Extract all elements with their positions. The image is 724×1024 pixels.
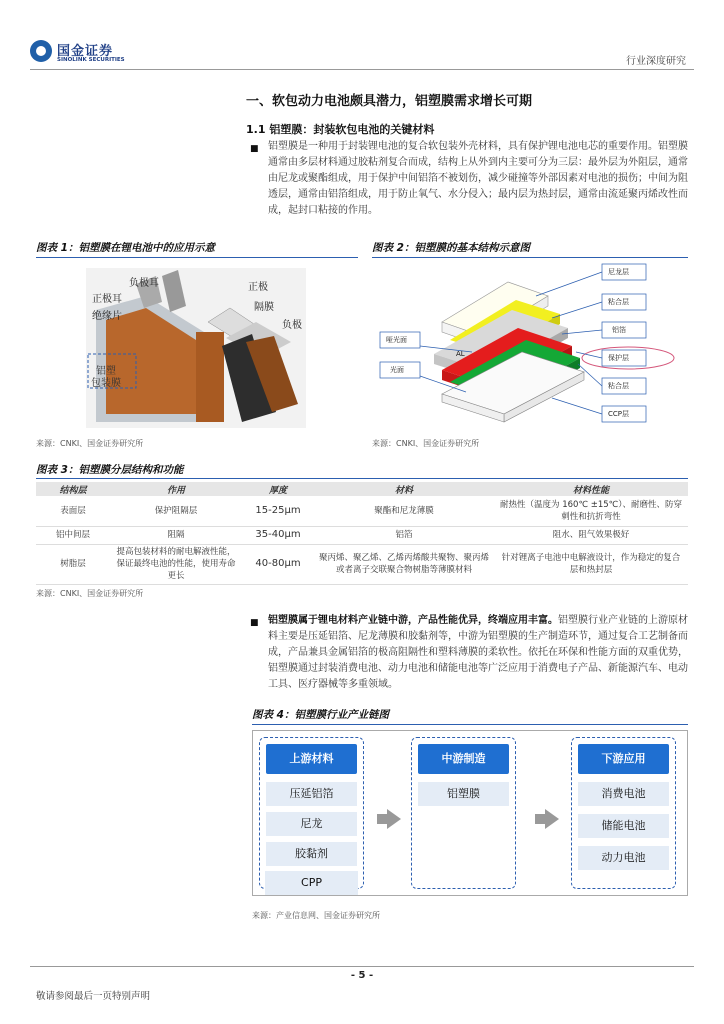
downstream-head: 下游应用 [578, 744, 669, 774]
logo-text-cn: 国金证券 [57, 44, 114, 59]
figure-3-label: 图表 3：铝塑膜分层结构和功能 [36, 464, 184, 476]
label-pos-tab: 正极耳 [92, 294, 122, 305]
label-neg-tab: 负极耳 [129, 278, 159, 289]
label-pouch-2: 包装膜 [91, 378, 121, 389]
sub-title: 1.1 铝塑膜：封装软包电池的关键材料 [246, 123, 435, 136]
table-cell: 铝中间层 [36, 526, 110, 544]
paragraph-2-lead: 铝塑膜属于锂电材料产业链中游，产品性能优异，终端应用丰富。 [268, 615, 558, 626]
label-ccp: CCP层 [608, 410, 629, 418]
layer-structure-diagram [372, 262, 688, 432]
footer-divider [30, 966, 694, 967]
table-cell: 15-25μm [242, 496, 314, 526]
label-adhesive-2: 粘合层 [608, 382, 629, 390]
table-cell: 针对锂离子电池中电解液设计，作为稳定的复合层和热封层 [494, 544, 688, 584]
figure-4-source: 来源：产业信息网、国金证券研究所 [252, 911, 380, 920]
figure-4-rule [252, 724, 688, 725]
document-type: 行业深度研究 [626, 56, 686, 67]
label-separator: 隔膜 [254, 302, 274, 313]
paragraph-2 [268, 613, 688, 693]
downstream-item: 储能电池 [578, 814, 669, 838]
table-cell: 35-40μm [242, 526, 314, 544]
figure-1-label: 图表 1：铝塑膜在锂电池中的应用示意 [36, 242, 215, 254]
table-cell: 阻隔 [110, 526, 242, 544]
page-number: - 5 - [350, 970, 374, 981]
paragraph-1: 铝塑膜是一种用于封装锂电池的复合软包装外壳材料，具有保护锂电池电芯的重要作用。铝塑膜通常由多层材料通过胶粘剂复合而成，结构上从外到内主要可分为三层：最外层为外阻层，通常由尼龙或聚酯组成，用于保护中间铝箔不被划伤，减少碰撞等外部因素对电池的损伤；中间为阻透层，通常由铝箔组成，用于防止氧气、水分侵入；最内层为热封层，通常由流延聚丙烯改性而成，起封口粘接的作用。 [268, 141, 688, 216]
table-cell: 树脂层 [36, 544, 110, 584]
disclaimer: 敬请参阅最后一页特别声明 [36, 991, 151, 1002]
arrow-right-icon [545, 809, 559, 829]
figure-1-rule [36, 257, 358, 258]
figure-2-rule [372, 257, 688, 258]
table-row [36, 526, 688, 544]
figure-1-illustration [36, 262, 358, 432]
upstream-item: 尼龙 [266, 812, 357, 836]
upstream-head: 上游材料 [266, 744, 357, 774]
company-logo [30, 40, 140, 70]
battery-diagram [36, 262, 358, 432]
label-al: AL [456, 350, 465, 358]
structure-table [36, 482, 688, 585]
upstream-item: 压延铝箔 [266, 782, 357, 806]
table-cell: 40-80μm [242, 544, 314, 584]
downstream-column [571, 737, 676, 889]
table-cell: 表面层 [36, 496, 110, 526]
figure-3-source: 来源：CNKI、国金证券研究所 [36, 589, 144, 598]
midstream-item: 铝塑膜 [418, 782, 509, 806]
midstream-column [411, 737, 516, 889]
header-divider [30, 69, 694, 70]
logo-mark-icon [30, 40, 52, 62]
table-cell: 保护阻隔层 [110, 496, 242, 526]
table-row [36, 496, 688, 526]
figure-2-label: 图表 2：铝塑膜的基本结构示意图 [372, 242, 530, 254]
bullet-icon: ■ [250, 618, 259, 628]
label-foil: 铝箔 [612, 326, 626, 334]
table-cell: 铝箔 [314, 526, 494, 544]
label-anode: 负极 [282, 320, 302, 331]
table-header: 作用 [110, 482, 242, 496]
label-nylon: 尼龙层 [608, 268, 629, 276]
table-header: 材料性能 [494, 482, 688, 496]
table-header: 材料 [314, 482, 494, 496]
downstream-item: 消费电池 [578, 782, 669, 806]
upstream-item: 胶黏剂 [266, 842, 357, 866]
figure-4-label: 图表 4：铝塑膜行业产业链图 [252, 709, 389, 721]
upstream-column [259, 737, 364, 889]
label-pouch-1: 铝塑 [96, 366, 116, 377]
table-header: 结构层 [36, 482, 110, 496]
label-matte: 哑光面 [386, 336, 407, 344]
table-cell: 聚酯和尼龙薄膜 [314, 496, 494, 526]
bullet-icon: ■ [250, 144, 259, 154]
label-protect: 保护层 [608, 354, 629, 362]
paragraph-2-body: 铝塑膜行业产业链的上游原材料主要是压延铝箔、尼龙薄膜和胶黏剂等，中游为铝塑膜的生产制造环节，通过复合工艺制备而成，产品兼具金属铝箔的极高阻隔性和塑料薄膜的柔软性。依托在环保和性能方面的双重优势，铝塑膜通过封装消费电池、动力电池和储能电池等广泛应用于消费电子产品、新能源汽车、电动工具、医疗器械等多重领域。 [268, 615, 688, 690]
figure-3-rule [36, 478, 688, 479]
figure-1-source: 来源：CNKI、国金证券研究所 [36, 439, 144, 448]
section-title: 一、软包动力电池颇具潜力，铝塑膜需求增长可期 [246, 94, 533, 109]
downstream-item: 动力电池 [578, 846, 669, 870]
table-header: 厚度 [242, 482, 314, 496]
table-cell: 提高包装材料的耐电解液性能，保证最终电池的性能，使用寿命更长 [110, 544, 242, 584]
table-cell: 聚丙烯、聚乙烯、乙烯丙烯酸共聚物、聚丙烯或者离子交联聚合物树脂等薄膜材料 [314, 544, 494, 584]
figure-2-source: 来源：CNKI、国金证券研究所 [372, 439, 480, 448]
logo-text-en: SINOLINK SECURITIES [57, 57, 125, 63]
label-glossy: 光面 [390, 366, 404, 374]
table-cell: 耐热性（温度为 160℃ ±15℃）、耐磨性、防穿刺性和抗折弯性 [494, 496, 688, 526]
table-row [36, 544, 688, 584]
label-insulator: 绝缘片 [92, 311, 122, 322]
label-cathode: 正极 [248, 282, 268, 293]
midstream-head: 中游制造 [418, 744, 509, 774]
industry-chain-diagram [252, 730, 688, 896]
figure-2-illustration [372, 262, 688, 432]
label-adhesive-1: 粘合层 [608, 298, 629, 306]
upstream-item: CPP [265, 871, 358, 895]
arrow-right-icon [387, 809, 401, 829]
table-cell: 阻水、阻气效果极好 [494, 526, 688, 544]
